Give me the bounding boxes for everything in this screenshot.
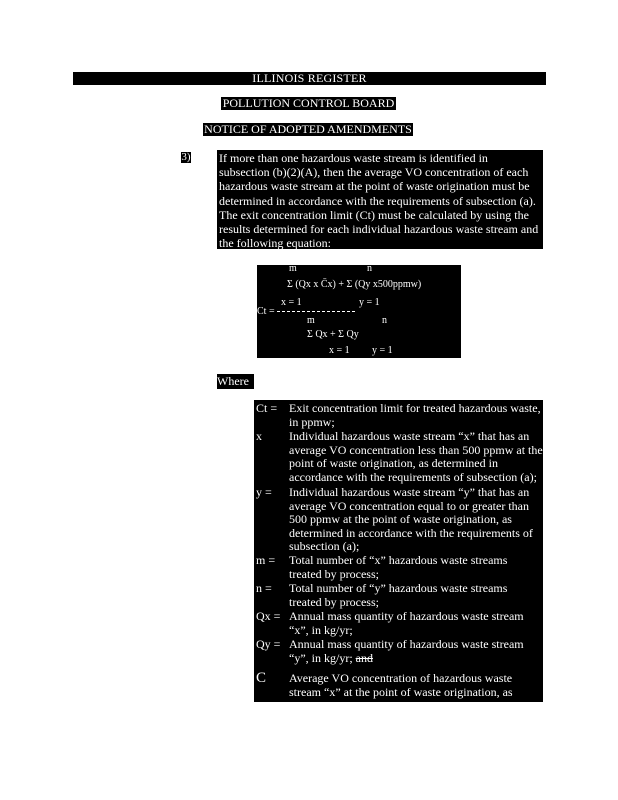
- eq-x-top: x = 1: [281, 297, 302, 308]
- eq-m-bot: m: [307, 315, 315, 326]
- definition-symbol: y =: [256, 485, 272, 499]
- eq-n-top: n: [367, 263, 372, 274]
- register-title: ILLINOIS REGISTER: [252, 71, 367, 85]
- notice-title: NOTICE OF ADOPTED AMENDMENTS: [204, 122, 412, 136]
- header-bar: [73, 72, 546, 85]
- definition-text: Total number of “x” hazardous waste streams treated by process;: [289, 553, 508, 581]
- equation-block: [257, 265, 461, 358]
- eq-m-top: m: [289, 263, 297, 274]
- subsection-marker: 3): [181, 151, 191, 163]
- eq-n-bot: n: [382, 315, 387, 326]
- definition-symbol: x: [256, 429, 262, 443]
- struck-text: and: [355, 650, 373, 665]
- board-title: POLLUTION CONTROL BOARD: [222, 96, 395, 110]
- definition-text: Annual mass quantity of hazardous waste stream “y”, in kg/yr;: [289, 637, 524, 665]
- definition-symbol: n =: [256, 581, 272, 595]
- eq-y-bot: y = 1: [372, 345, 393, 356]
- eq-x-bot: x = 1: [329, 345, 350, 356]
- eq-numerator: Σ (Qx x C̄x) + Σ (Qy x500ppmw): [287, 279, 422, 290]
- fraction-bar: [277, 311, 355, 312]
- definition-text: Individual hazardous waste stream “x” that has an average VO concentration less than 500 ppmw at the point of waste origination, as determined in accordance with the requirements of subsection (a);: [289, 429, 543, 484]
- eq-y-top: y = 1: [359, 297, 380, 308]
- definition-text: Exit concentration limit for treated hazardous waste, in ppmw;: [289, 401, 541, 429]
- definition-symbol: Qy =: [256, 637, 281, 651]
- definition-symbol: m =: [256, 553, 276, 567]
- definition-text: Annual mass quantity of hazardous waste stream “x”, in kg/yr;: [289, 609, 524, 637]
- definition-text: Average VO concentration of hazardous waste stream “x” at the point of waste origination, as: [289, 671, 513, 699]
- where-label: Where: [217, 374, 254, 389]
- definition-text: Individual hazardous waste stream “y” that has an average VO concentration equal to or greater than 500 ppmw at the point of waste origination, as determined in accordance with the requirements of subsection (a);: [289, 485, 533, 554]
- definition-symbol: C: [256, 670, 267, 686]
- definitions-list: [254, 400, 543, 702]
- definition-symbol: Qx =: [256, 609, 281, 623]
- definition-symbol: Ct =: [256, 401, 278, 415]
- section-paragraph: If more than one hazardous waste stream is identified in subsection (b)(2)(A), then the average VO concentration of each hazardous waste stream at the point of waste origination must be determined in accordance with the requirements of subsection (a). The exit concentration limit (Ct) must be calculated by using the results determined for each individual hazardous waste stream and the following equation:: [217, 150, 543, 249]
- eq-denominator: Σ Qx + Σ Qy: [307, 329, 359, 340]
- eq-ct: Ct =: [257, 306, 275, 317]
- definition-text: Total number of “y” hazardous waste streams treated by process;: [289, 581, 508, 609]
